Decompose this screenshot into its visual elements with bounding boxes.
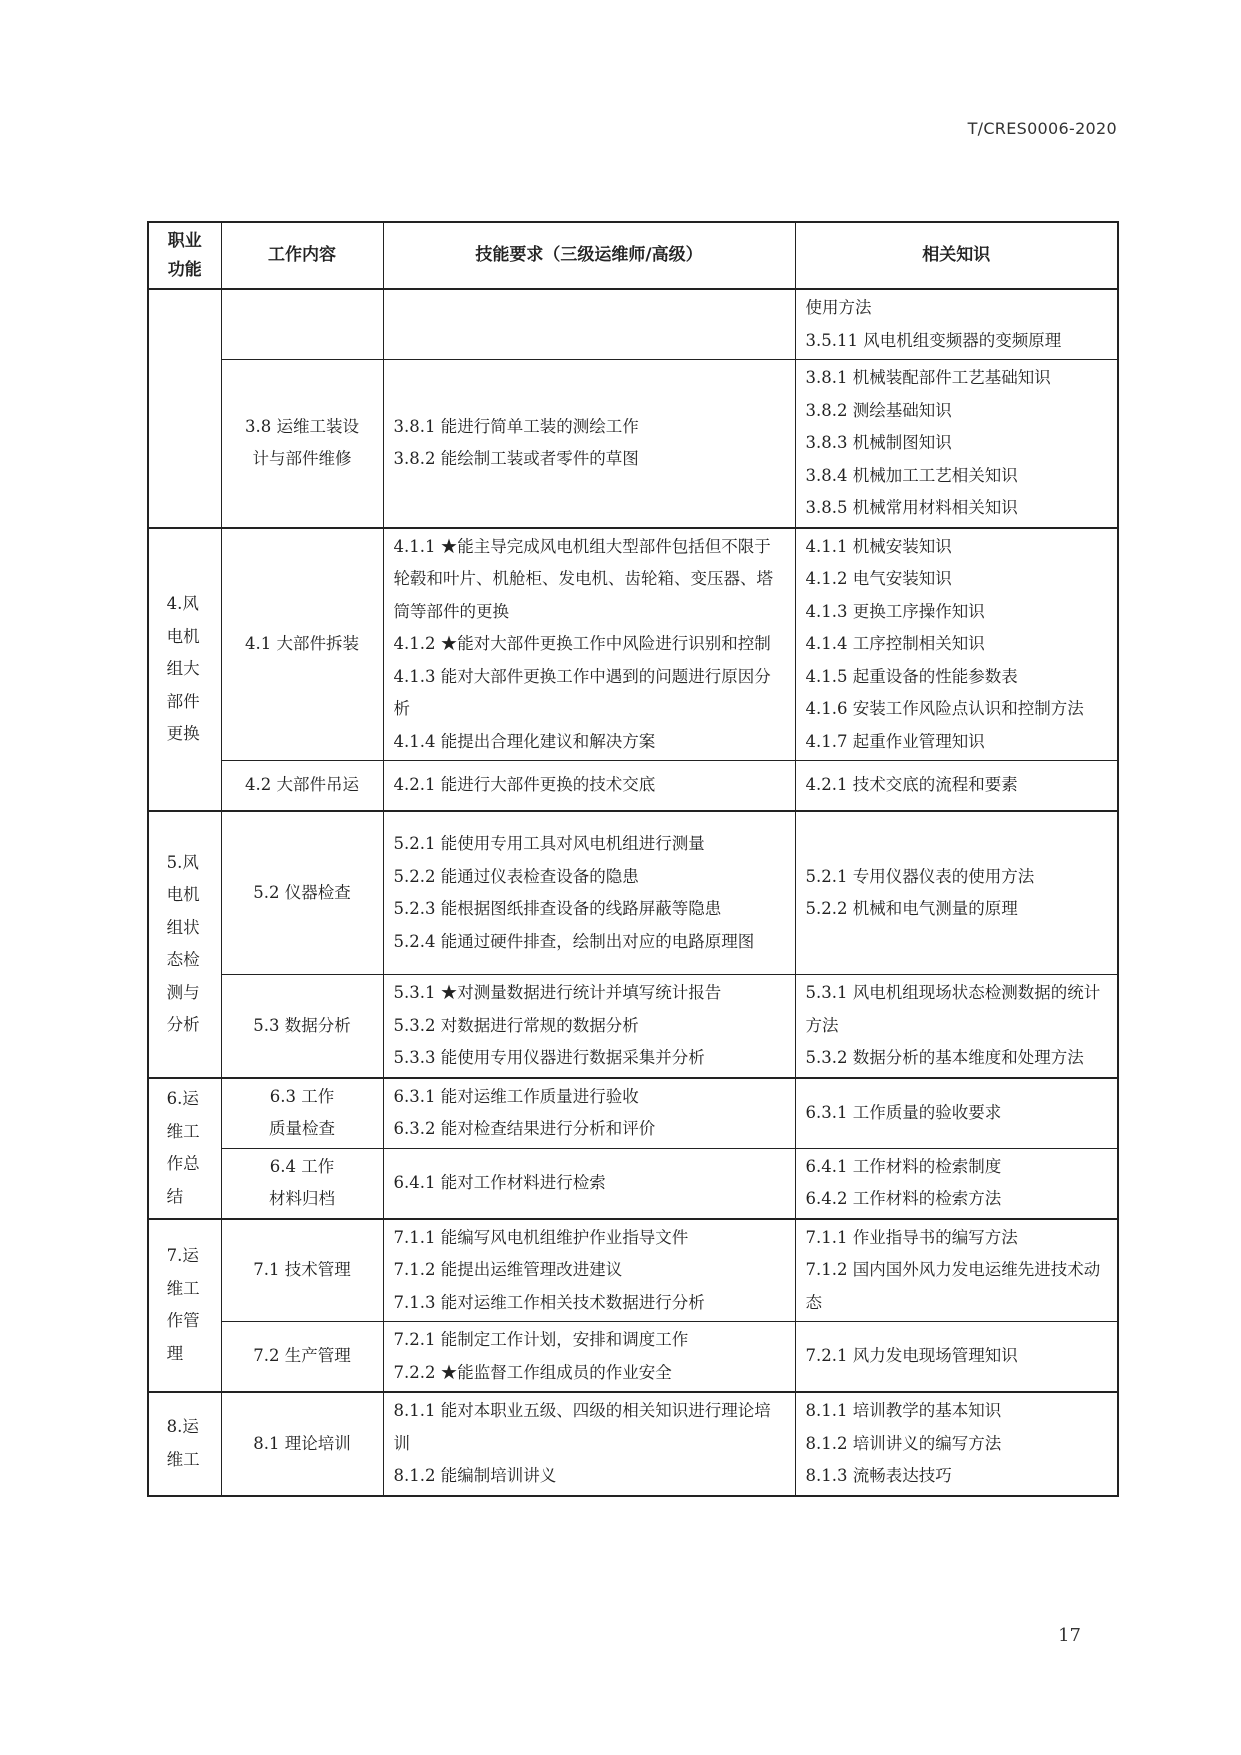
- skill-item: 8.1.1 能对本职业五级、四级的相关知识进行理论培训: [393, 1401, 771, 1453]
- skill-item: 5.2.3 能根据图纸排查设备的线路屏蔽等隐患: [393, 899, 722, 918]
- column-header-function: 职业 功能: [148, 222, 221, 289]
- knowledge-item: 4.1.7 起重作业管理知识: [805, 731, 985, 751]
- knowledge-item: 6.4.2 工作材料的检索方法: [805, 1189, 1002, 1208]
- table-row: [148, 528, 1118, 761]
- knowledge-item: 5.3.1 风电机组现场状态检测数据的统计方法: [805, 983, 1101, 1035]
- knowledge-item: 4.1.1 机械安装知识: [805, 536, 952, 556]
- column-header-skills: 技能要求（三级运维师/高级）: [383, 222, 795, 289]
- knowledge-cell: [795, 528, 1118, 761]
- function-cell: [148, 289, 221, 528]
- work-cell: [221, 289, 383, 360]
- knowledge-item: 4.2.1 技术交底的流程和要素: [805, 775, 1018, 795]
- knowledge-item: 3.8.2 测绘基础知识: [805, 400, 952, 420]
- skill-item: 7.2.2 ★能监督工作组成员的作业安全: [393, 1362, 672, 1382]
- skill-item: 4.1.3 能对大部件更换工作中遇到的问题进行原因分析: [393, 666, 771, 718]
- skill-item: 6.4.1 能对工作材料进行检索: [393, 1172, 606, 1192]
- knowledge-item: 使用方法: [805, 298, 872, 317]
- skills-cell: [383, 1219, 795, 1322]
- knowledge-item: 4.1.6 安装工作风险点认识和控制方法: [805, 699, 1084, 718]
- knowledge-item: 4.1.3 更换工序操作知识: [805, 601, 985, 621]
- skill-item: 5.3.1 ★对测量数据进行统计并填写统计报告: [393, 983, 722, 1002]
- work-cell: 4.1 大部件拆装: [221, 528, 383, 761]
- work-cell: 5.3 数据分析: [221, 975, 383, 1078]
- skills-cell: [383, 1148, 795, 1219]
- column-header-knowledge: 相关知识: [795, 222, 1118, 289]
- knowledge-cell: [795, 360, 1118, 528]
- knowledge-item: 8.1.3 流畅表达技巧: [805, 1466, 952, 1485]
- skill-item: 5.2.4 能通过硬件排查，绘制出对应的电路原理图: [393, 931, 755, 951]
- skill-item: 5.2.2 能通过仪表检查设备的隐患: [393, 866, 639, 886]
- function-cell: 4.风 电机 组大 部件 更换: [148, 528, 221, 812]
- knowledge-item: 5.2.2 机械和电气测量的原理: [805, 899, 1018, 918]
- work-cell: 7.2 生产管理: [221, 1322, 383, 1393]
- knowledge-item: 6.3.1 工作质量的验收要求: [805, 1102, 1002, 1122]
- table-row: [148, 1148, 1118, 1219]
- work-cell: 6.4 工作 材料归档: [221, 1148, 383, 1219]
- function-cell: 6.运 维工 作总 结: [148, 1078, 221, 1219]
- skill-item: 5.3.2 对数据进行常规的数据分析: [393, 1015, 639, 1035]
- knowledge-cell: [795, 289, 1118, 360]
- skill-item: 7.1.1 能编写风电机组维护作业指导文件: [393, 1227, 689, 1247]
- skills-cell: [383, 1392, 795, 1496]
- work-cell: 7.1 技术管理: [221, 1219, 383, 1322]
- page-number: 17: [1058, 1625, 1081, 1646]
- skills-cell: [383, 975, 795, 1078]
- table-row: [148, 1078, 1118, 1149]
- work-cell: 6.3 工作 质量检查: [221, 1078, 383, 1149]
- knowledge-item: 4.1.5 起重设备的性能参数表: [805, 666, 1018, 686]
- knowledge-item: 3.8.5 机械常用材料相关知识: [805, 498, 1018, 517]
- work-cell: 8.1 理论培训: [221, 1392, 383, 1496]
- table-header-row: [148, 222, 1118, 289]
- skill-item: 7.2.1 能制定工作计划，安排和调度工作: [393, 1330, 689, 1349]
- knowledge-item: 3.8.1 机械装配部件工艺基础知识: [805, 368, 1051, 387]
- knowledge-item: 4.1.4 工序控制相关知识: [805, 634, 985, 653]
- knowledge-cell: [795, 1078, 1118, 1149]
- knowledge-cell: [795, 1392, 1118, 1496]
- knowledge-cell: [795, 761, 1118, 812]
- skill-item: 5.2.1 能使用专用工具对风电机组进行测量: [393, 834, 705, 853]
- skill-item: 4.1.4 能提出合理化建议和解决方案: [393, 731, 656, 751]
- skill-item: 7.1.3 能对运维工作相关技术数据进行分析: [393, 1292, 705, 1312]
- skills-cell: [383, 811, 795, 975]
- knowledge-cell: [795, 1322, 1118, 1393]
- knowledge-item: 8.1.1 培训教学的基本知识: [805, 1401, 1002, 1420]
- skill-item: 8.1.2 能编制培训讲义: [393, 1466, 557, 1485]
- document-code: T/CRES0006-2020: [967, 119, 1117, 138]
- skills-table: [147, 221, 1119, 1497]
- knowledge-item: 5.2.1 专用仪器仪表的使用方法: [805, 866, 1035, 886]
- knowledge-item: 3.8.3 机械制图知识: [805, 433, 952, 452]
- function-cell: 7.运 维工 作管 理: [148, 1219, 221, 1393]
- skills-cell: [383, 761, 795, 812]
- knowledge-item: 8.1.2 培训讲义的编写方法: [805, 1433, 1002, 1453]
- knowledge-item: 3.5.11 风电机组变频器的变频原理: [805, 330, 1062, 350]
- skills-cell: [383, 289, 795, 360]
- function-cell: 5.风 电机 组状 态检 测与 分析: [148, 811, 221, 1078]
- knowledge-item: 7.1.2 国内国外风力发电运维先进技术动态: [805, 1260, 1101, 1312]
- column-header-work: 工作内容: [221, 222, 383, 289]
- table-row: [148, 289, 1118, 360]
- work-cell: 3.8 运维工装设 计与部件维修: [221, 360, 383, 528]
- skill-item: 5.3.3 能使用专用仪器进行数据采集并分析: [393, 1048, 705, 1067]
- knowledge-item: 7.1.1 作业指导书的编写方法: [805, 1227, 1018, 1247]
- skill-item: 4.1.1 ★能主导完成风电机组大型部件包括但不限于轮毂和叶片、机舱柜、发电机、齿轮箱、变压器、塔筒等部件的更换: [393, 536, 773, 621]
- knowledge-item: 6.4.1 工作材料的检索制度: [805, 1156, 1002, 1176]
- table-row: [148, 811, 1118, 975]
- table-row: [148, 1219, 1118, 1322]
- table-row: [148, 1322, 1118, 1393]
- table-row: [148, 761, 1118, 812]
- skill-item: 6.3.1 能对运维工作质量进行验收: [393, 1086, 639, 1106]
- skill-item: 4.2.1 能进行大部件更换的技术交底: [393, 775, 656, 795]
- knowledge-item: 4.1.2 电气安装知识: [805, 569, 952, 588]
- skill-item: 3.8.2 能绘制工装或者零件的草图: [393, 449, 639, 469]
- skill-item: 7.1.2 能提出运维管理改进建议: [393, 1260, 623, 1279]
- work-cell: 4.2 大部件吊运: [221, 761, 383, 812]
- knowledge-item: 5.3.2 数据分析的基本维度和处理方法: [805, 1048, 1084, 1067]
- skills-cell: [383, 528, 795, 761]
- function-cell: 8.运 维工: [148, 1392, 221, 1496]
- knowledge-item: 7.2.1 风力发电现场管理知识: [805, 1346, 1018, 1366]
- knowledge-cell: [795, 1148, 1118, 1219]
- skills-cell: [383, 1078, 795, 1149]
- table-row: [148, 975, 1118, 1078]
- work-cell: 5.2 仪器检查: [221, 811, 383, 975]
- skills-cell: [383, 360, 795, 528]
- skill-item: 4.1.2 ★能对大部件更换工作中风险进行识别和控制: [393, 634, 771, 653]
- skills-cell: [383, 1322, 795, 1393]
- knowledge-item: 3.8.4 机械加工工艺相关知识: [805, 465, 1018, 485]
- skill-item: 6.3.2 能对检查结果进行分析和评价: [393, 1119, 656, 1138]
- knowledge-cell: [795, 1219, 1118, 1322]
- knowledge-cell: [795, 811, 1118, 975]
- knowledge-cell: [795, 975, 1118, 1078]
- table-row: [148, 360, 1118, 528]
- skill-item: 3.8.1 能进行简单工装的测绘工作: [393, 416, 639, 436]
- table-row: [148, 1392, 1118, 1496]
